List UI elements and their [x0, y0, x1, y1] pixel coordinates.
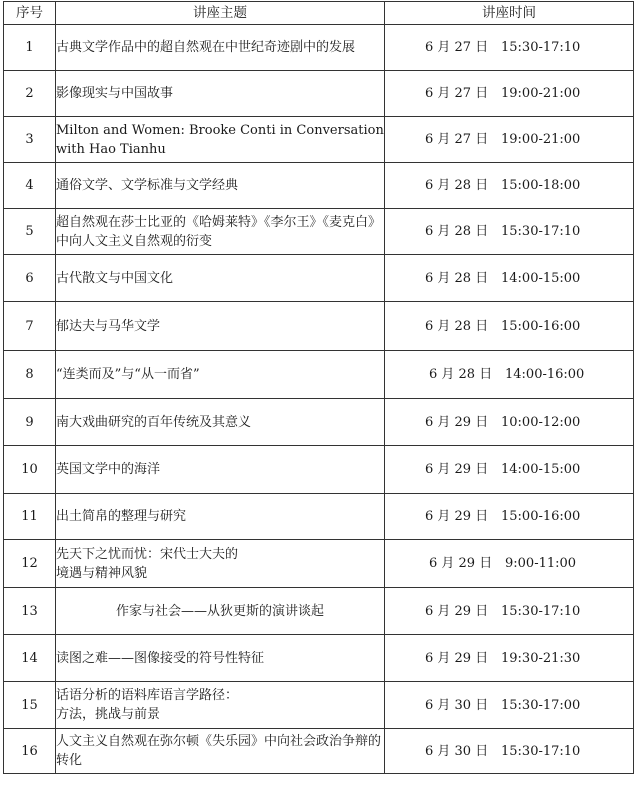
row-hours: 19:00-21:00	[501, 132, 581, 147]
row-time	[385, 494, 634, 540]
table-row	[4, 446, 634, 494]
row-date: 6 月 29 日	[425, 462, 489, 477]
row-number: 7	[4, 302, 56, 351]
row-time	[385, 25, 634, 71]
header-time: 讲座时间	[385, 2, 634, 25]
row-topic: 作家与社会——从狄更斯的演讲谈起	[56, 588, 385, 635]
table-row	[4, 635, 634, 682]
row-date: 6 月 28 日	[425, 224, 489, 239]
header-topic: 讲座主题	[56, 2, 385, 25]
row-topic-line1: 话语分析的语料库语言学路径：	[56, 688, 239, 703]
table-row	[4, 71, 634, 117]
row-topic: 通俗文学、文学标准与文学经典	[56, 163, 385, 209]
row-hours: 15:00-16:00	[501, 318, 581, 334]
row-time	[385, 163, 634, 209]
table-row	[4, 163, 634, 209]
row-date: 6 月 30 日	[425, 697, 489, 713]
row-date: 6 月 28 日	[429, 367, 493, 382]
row-topic: 超自然观在莎士比亚的《哈姆莱特》《李尔王》《麦克白》中向人文主义自然观的衍变	[56, 209, 385, 255]
row-hours: 15:30-17:10	[501, 40, 581, 55]
table-row	[4, 25, 634, 71]
row-topic: 出土简帛的整理与研究	[56, 494, 385, 540]
row-date: 6 月 29 日	[425, 603, 489, 619]
row-number: 11	[4, 494, 56, 540]
row-date: 6 月 29 日	[425, 414, 489, 430]
row-number: 6	[4, 255, 56, 302]
row-hours: 15:00-16:00	[501, 509, 581, 524]
row-time	[385, 351, 634, 399]
row-topic: 英国文学中的海洋	[56, 446, 385, 494]
row-topic-line1: 先天下之忧而忧：宋代士大夫的	[56, 546, 239, 562]
row-number: 14	[4, 635, 56, 682]
row-hours: 9:00-11:00	[505, 556, 577, 571]
header-no: 序号	[4, 2, 56, 25]
row-time	[385, 399, 634, 446]
row-time	[385, 635, 634, 682]
row-number: 4	[4, 163, 56, 209]
table-row	[4, 682, 634, 729]
row-number: 3	[4, 117, 56, 163]
row-topic: 南大戏曲研究的百年传统及其意义	[56, 399, 385, 446]
table-row	[4, 399, 634, 446]
table-row	[4, 351, 634, 399]
table-row	[4, 494, 634, 540]
row-number: 2	[4, 71, 56, 117]
row-time	[385, 540, 634, 588]
row-hours: 15:00-18:00	[501, 178, 581, 193]
row-time	[385, 209, 634, 255]
row-time	[385, 71, 634, 117]
row-number: 5	[4, 209, 56, 255]
table-row	[4, 209, 634, 255]
row-time	[385, 588, 634, 635]
row-hours: 19:00-21:00	[501, 86, 581, 101]
row-time	[385, 682, 634, 729]
table-row	[4, 729, 634, 774]
table-row	[4, 117, 634, 163]
table-row	[4, 540, 634, 588]
table-row	[4, 302, 634, 351]
row-topic: 影像现实与中国故事	[56, 71, 385, 117]
row-topic: “连类而及”与“从一而省”	[56, 351, 385, 399]
row-number: 13	[4, 588, 56, 635]
row-time	[385, 729, 634, 774]
row-hours: 19:30-21:30	[501, 650, 581, 666]
row-number: 15	[4, 682, 56, 729]
row-number: 16	[4, 729, 56, 774]
row-topic-line2: 境遇与精神风貌	[56, 565, 148, 581]
row-topic	[56, 540, 385, 588]
row-topic: 郁达夫与马华文学	[56, 302, 385, 351]
row-hours: 14:00-15:00	[501, 270, 581, 286]
table-row	[4, 255, 634, 302]
row-hours: 10:00-12:00	[501, 414, 581, 430]
row-date: 6 月 28 日	[425, 318, 489, 334]
row-topic: 古代散文与中国文化	[56, 255, 385, 302]
row-number: 9	[4, 399, 56, 446]
row-hours: 15:30-17:00	[501, 697, 581, 713]
row-topic	[56, 682, 385, 729]
row-date: 6 月 28 日	[425, 178, 489, 193]
row-date: 6 月 27 日	[425, 40, 489, 55]
row-hours: 14:00-16:00	[505, 367, 585, 382]
table-row	[4, 588, 634, 635]
row-hours: 15:30-17:10	[501, 603, 581, 619]
row-date: 6 月 27 日	[425, 86, 489, 101]
row-date: 6 月 29 日	[429, 556, 493, 571]
row-date: 6 月 30 日	[425, 743, 489, 759]
row-time	[385, 302, 634, 351]
row-number: 10	[4, 446, 56, 494]
row-time	[385, 255, 634, 302]
row-topic: 人文主义自然观在弥尔顿《失乐园》中向社会政治争辩的转化	[56, 729, 385, 774]
row-time	[385, 446, 634, 494]
row-hours: 15:30-17:10	[501, 743, 581, 759]
row-number: 1	[4, 25, 56, 71]
row-date: 6 月 29 日	[425, 509, 489, 524]
row-hours: 14:00-15:00	[501, 462, 581, 477]
row-date: 6 月 28 日	[425, 270, 489, 286]
lecture-schedule-table	[3, 1, 634, 774]
row-topic: Milton and Women: Brooke Conti in Conversation with Hao Tianhu	[56, 117, 385, 163]
row-number: 12	[4, 540, 56, 588]
row-topic-line2: 方法，挑战与前景	[56, 707, 161, 722]
row-number: 8	[4, 351, 56, 399]
row-date: 6 月 27 日	[425, 132, 489, 147]
row-hours: 15:30-17:10	[501, 224, 581, 239]
row-date: 6 月 29 日	[425, 650, 489, 666]
row-topic: 读图之难——图像接受的符号性特征	[56, 635, 385, 682]
row-time	[385, 117, 634, 163]
table-header-row	[4, 2, 634, 25]
row-topic: 古典文学作品中的超自然观在中世纪奇迹剧中的发展	[56, 25, 385, 71]
